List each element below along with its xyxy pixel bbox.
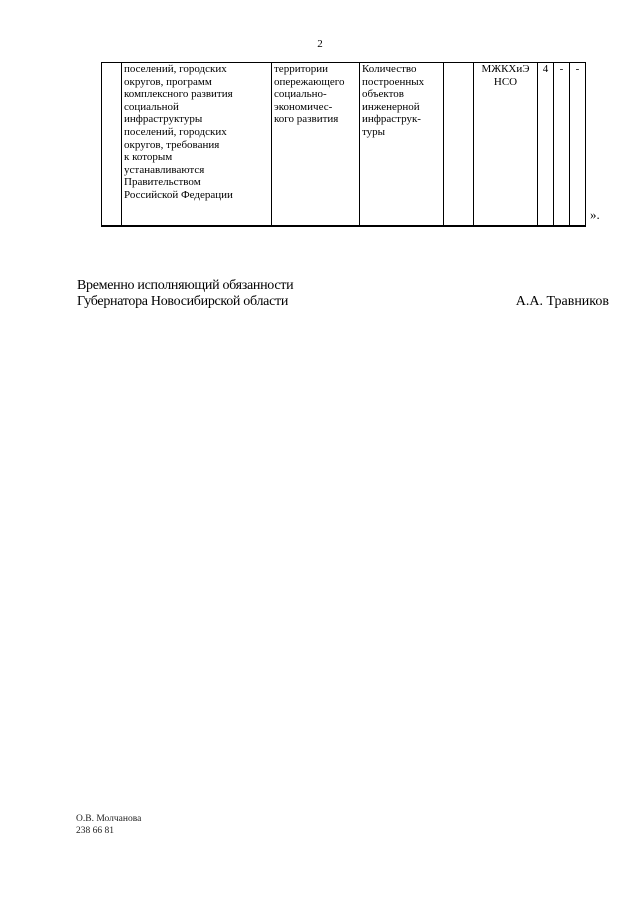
executor-name: О.В. Молчанова [76, 814, 142, 824]
page-number: 2 [317, 38, 323, 50]
table-cell-value-1: 4 [538, 63, 554, 227]
signatory-name: А.А. Травников [515, 294, 609, 309]
document-table [101, 62, 586, 227]
table-cell-value-3: - [570, 63, 586, 227]
table-cell-description: поселений, городских округов, программ комплексного развития социальной инфраструктуры поселений, городских округов, требования к которым устанавливаются Правительством Российской Федерации [122, 63, 272, 227]
table-cell-territory: территории опережающего социально- экономичес- кого развития [272, 63, 360, 227]
table-cell-responsible: МЖКХиЭ НСО [474, 63, 538, 227]
closing-quote: ». [590, 207, 600, 222]
table-cell-indicator: Количество построенных объектов инженерной инфраструк- туры [360, 63, 444, 227]
table-cell-number [102, 63, 122, 227]
table-cell-value-2: - [554, 63, 570, 227]
table-row [102, 63, 586, 227]
signature-block [77, 278, 609, 310]
signatory-title-line-1: Временно исполняющий обязанности [77, 278, 294, 293]
signatory-title-line-2: Губернатора Новосибирской области [77, 294, 289, 309]
table-cell-unit [444, 63, 474, 227]
executor-phone: 238 66 81 [76, 826, 114, 836]
executor-block [76, 813, 141, 837]
